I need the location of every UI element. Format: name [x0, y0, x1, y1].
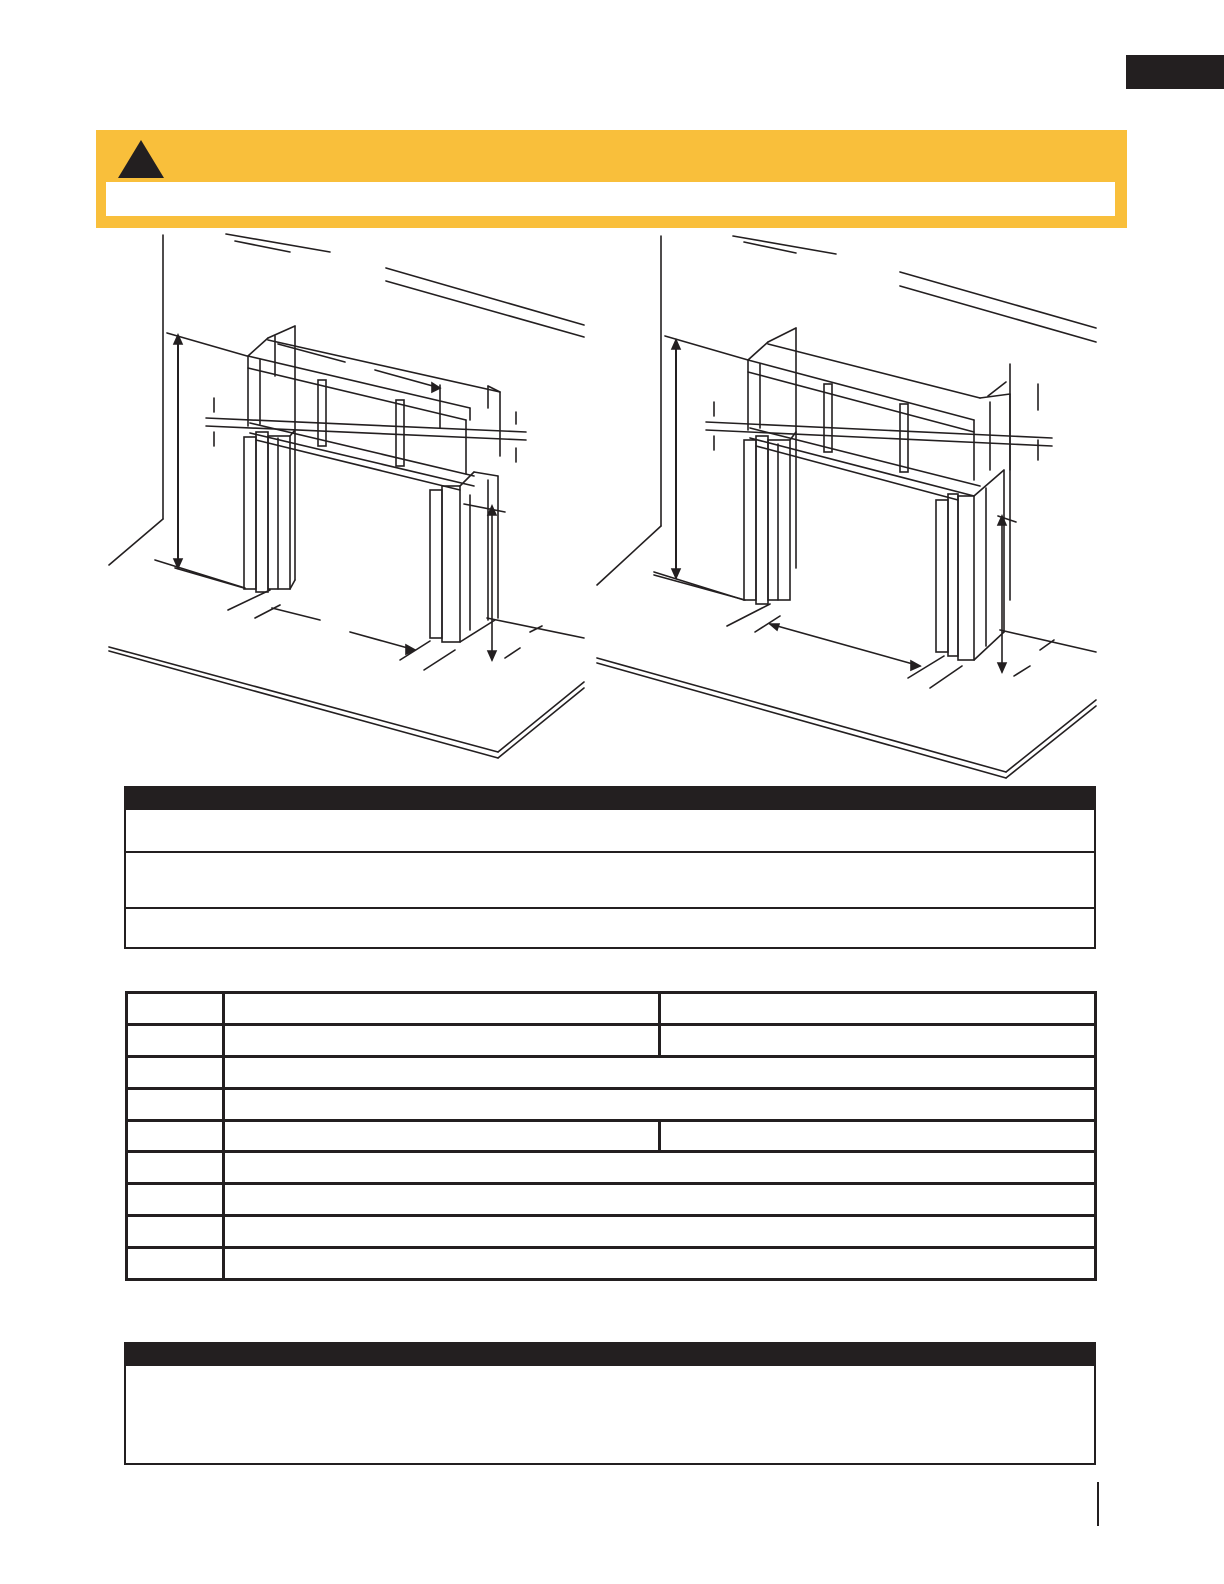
- notes-table-header: [126, 788, 1094, 810]
- table-row: [127, 1152, 1096, 1184]
- table-row: [127, 1120, 1096, 1152]
- dimension-key: [127, 1248, 224, 1280]
- table-row: [127, 1056, 1096, 1088]
- dimension-key: [127, 993, 224, 1025]
- dimension-value: [224, 993, 660, 1025]
- dimension-key: [127, 1056, 224, 1088]
- table-row: [127, 1184, 1096, 1216]
- note-box: [124, 1342, 1096, 1465]
- dimension-value: [224, 1216, 1096, 1248]
- notes-row: [126, 810, 1094, 851]
- dimension-value: [660, 1024, 1096, 1056]
- dimension-value: [224, 1152, 1096, 1184]
- dimension-key: [127, 1216, 224, 1248]
- dimension-key: [127, 1120, 224, 1152]
- dimension-value: [660, 993, 1096, 1025]
- framing-diagram-left: [100, 230, 600, 770]
- dimension-key: [127, 1024, 224, 1056]
- notes-row: [126, 907, 1094, 947]
- warning-triangle-icon: [118, 140, 164, 178]
- table-row: [127, 993, 1096, 1025]
- dimension-value: [224, 1088, 1096, 1120]
- framing-diagram-right: [590, 230, 1110, 780]
- notes-row: [126, 851, 1094, 907]
- notes-table: [124, 786, 1096, 949]
- warning-text: [106, 182, 1115, 216]
- warning-banner: [96, 130, 1127, 228]
- note-box-text: [126, 1366, 1094, 1463]
- dimension-key: [127, 1152, 224, 1184]
- dimension-value: [224, 1056, 1096, 1088]
- dimensions-table: [125, 991, 1097, 1281]
- dimension-value: [224, 1248, 1096, 1280]
- dimension-key: [127, 1184, 224, 1216]
- note-box-header: [126, 1344, 1094, 1366]
- dimension-key: [127, 1088, 224, 1120]
- dimension-value: [224, 1024, 660, 1056]
- dimension-value: [224, 1184, 1096, 1216]
- table-row: [127, 1088, 1096, 1120]
- page-number-rule: [1097, 1482, 1099, 1526]
- section-tab: [1126, 55, 1224, 89]
- dimension-value: [660, 1120, 1096, 1152]
- table-row: [127, 1248, 1096, 1280]
- table-row: [127, 1024, 1096, 1056]
- dimension-value: [224, 1120, 660, 1152]
- table-row: [127, 1216, 1096, 1248]
